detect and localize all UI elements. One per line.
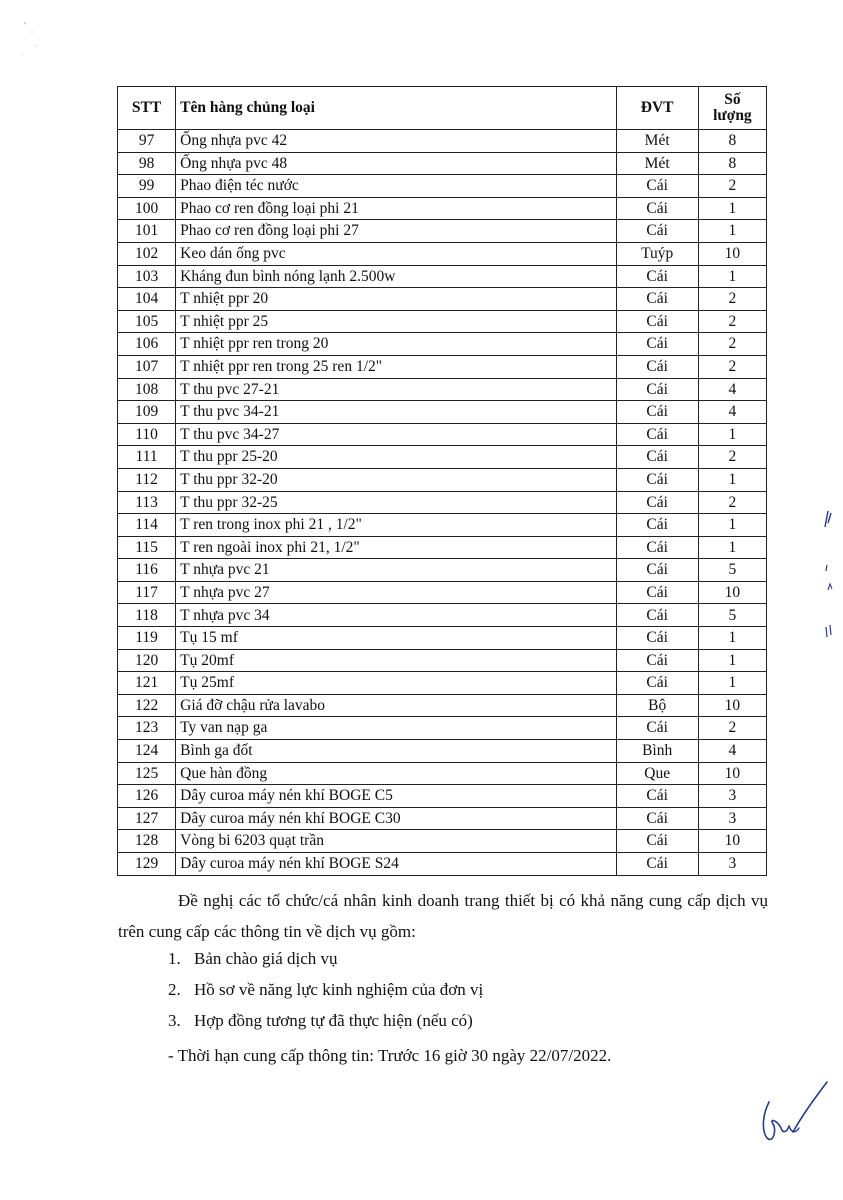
cell-stt: 122 xyxy=(118,694,176,717)
cell-stt: 127 xyxy=(118,807,176,830)
list-item-number: 1. xyxy=(168,949,181,968)
cell-name: T nhựa pvc 21 xyxy=(176,559,616,582)
cell-stt: 116 xyxy=(118,559,176,582)
cell-unit: Cái xyxy=(616,401,698,424)
cell-qty: 5 xyxy=(698,604,766,627)
header-qty xyxy=(698,87,766,130)
cell-name: Phao điện téc nước xyxy=(176,175,616,198)
table-row xyxy=(118,514,767,537)
list-item-text: Bản chào giá dịch vụ xyxy=(194,949,338,968)
table-row xyxy=(118,220,767,243)
cell-stt: 108 xyxy=(118,378,176,401)
cell-name: T nhiệt ppr 20 xyxy=(176,288,616,311)
cell-stt: 109 xyxy=(118,401,176,424)
cell-unit: Cái xyxy=(616,265,698,288)
cell-unit: Cái xyxy=(616,220,698,243)
table-row xyxy=(118,468,767,491)
cell-name: Bình ga đốt xyxy=(176,740,616,763)
table-row xyxy=(118,491,767,514)
list-item-number: 2. xyxy=(168,980,181,999)
table-row xyxy=(118,401,767,424)
cell-unit: Bình xyxy=(616,740,698,763)
cell-stt: 123 xyxy=(118,717,176,740)
margin-pen-mark xyxy=(818,505,840,645)
cell-name: Ống nhựa pvc 48 xyxy=(176,152,616,175)
cell-stt: 117 xyxy=(118,581,176,604)
cell-qty: 1 xyxy=(698,627,766,650)
cell-qty: 3 xyxy=(698,853,766,876)
cell-unit: Cái xyxy=(616,310,698,333)
list-item xyxy=(168,1005,818,1036)
cell-unit: Cái xyxy=(616,536,698,559)
table-row xyxy=(118,242,767,265)
cell-qty: 10 xyxy=(698,694,766,717)
cell-stt: 102 xyxy=(118,242,176,265)
cell-qty: 2 xyxy=(698,717,766,740)
cell-stt: 106 xyxy=(118,333,176,356)
cell-unit: Cái xyxy=(616,807,698,830)
cell-qty: 2 xyxy=(698,288,766,311)
table-row xyxy=(118,197,767,220)
table-row xyxy=(118,446,767,469)
cell-qty: 4 xyxy=(698,378,766,401)
cell-unit: Cái xyxy=(616,175,698,198)
cell-stt: 105 xyxy=(118,310,176,333)
header-unit: ĐVT xyxy=(616,87,698,130)
cell-name: T thu pvc 27-21 xyxy=(176,378,616,401)
cell-unit: Cái xyxy=(616,288,698,311)
cell-unit: Cái xyxy=(616,717,698,740)
table-row xyxy=(118,378,767,401)
cell-stt: 115 xyxy=(118,536,176,559)
cell-unit: Cái xyxy=(616,649,698,672)
cell-qty: 8 xyxy=(698,130,766,153)
cell-stt: 129 xyxy=(118,853,176,876)
cell-stt: 97 xyxy=(118,130,176,153)
cell-name: Keo dán ống pvc xyxy=(176,242,616,265)
items-table xyxy=(117,86,767,876)
cell-stt: 118 xyxy=(118,604,176,627)
cell-unit: Cái xyxy=(616,581,698,604)
cell-unit: Cái xyxy=(616,604,698,627)
cell-stt: 119 xyxy=(118,627,176,650)
cell-name: Ống nhựa pvc 42 xyxy=(176,130,616,153)
cell-qty: 10 xyxy=(698,581,766,604)
cell-qty: 4 xyxy=(698,740,766,763)
cell-name: T ren trong inox phi 21 , 1/2" xyxy=(176,514,616,537)
list-item xyxy=(168,974,818,1005)
table-row xyxy=(118,175,767,198)
request-paragraph: Đề nghị các tổ chức/cá nhân kinh doanh trang thiết bị có khả năng cung cấp dịch vụ trên cung cấp các thông tin về dịch vụ gồm: xyxy=(118,891,768,941)
cell-qty: 1 xyxy=(698,423,766,446)
cell-name: Phao cơ ren đồng loại phi 21 xyxy=(176,197,616,220)
cell-qty: 1 xyxy=(698,649,766,672)
cell-name: T nhiệt ppr ren trong 25 ren 1/2" xyxy=(176,355,616,378)
cell-name: T thu ppr 32-20 xyxy=(176,468,616,491)
cell-unit: Cái xyxy=(616,672,698,695)
cell-name: Tụ 20mf xyxy=(176,649,616,672)
cell-unit: Bộ xyxy=(616,694,698,717)
cell-name: Vòng bi 6203 quạt trần xyxy=(176,830,616,853)
cell-unit: Cái xyxy=(616,378,698,401)
cell-unit: Cái xyxy=(616,333,698,356)
cell-name: T nhiệt ppr 25 xyxy=(176,310,616,333)
cell-unit: Cái xyxy=(616,559,698,582)
cell-unit: Cái xyxy=(616,514,698,537)
table-row xyxy=(118,152,767,175)
cell-name: Que hàn đồng xyxy=(176,762,616,785)
cell-stt: 125 xyxy=(118,762,176,785)
cell-unit: Cái xyxy=(616,423,698,446)
list-item xyxy=(168,943,818,974)
cell-name: T nhựa pvc 34 xyxy=(176,604,616,627)
cell-stt: 100 xyxy=(118,197,176,220)
cell-qty: 4 xyxy=(698,401,766,424)
table-row xyxy=(118,740,767,763)
cell-stt: 124 xyxy=(118,740,176,763)
cell-name: Tụ 15 mf xyxy=(176,627,616,650)
cell-stt: 107 xyxy=(118,355,176,378)
requirements-list xyxy=(168,943,818,1036)
table-row xyxy=(118,265,767,288)
cell-unit: Cái xyxy=(616,627,698,650)
cell-qty: 5 xyxy=(698,559,766,582)
cell-stt: 99 xyxy=(118,175,176,198)
cell-unit: Cái xyxy=(616,355,698,378)
cell-stt: 104 xyxy=(118,288,176,311)
cell-qty: 3 xyxy=(698,785,766,808)
table-row xyxy=(118,355,767,378)
cell-stt: 110 xyxy=(118,423,176,446)
cell-qty: 10 xyxy=(698,242,766,265)
table-row xyxy=(118,310,767,333)
cell-name: T nhiệt ppr ren trong 20 xyxy=(176,333,616,356)
list-item-text: Hồ sơ về năng lực kinh nghiệm của đơn vị xyxy=(194,980,484,999)
cell-stt: 114 xyxy=(118,514,176,537)
cell-qty: 2 xyxy=(698,175,766,198)
cell-name: Kháng đun bình nóng lạnh 2.500w xyxy=(176,265,616,288)
cell-unit: Cái xyxy=(616,197,698,220)
cell-qty: 2 xyxy=(698,491,766,514)
cell-unit: Cái xyxy=(616,785,698,808)
table-row xyxy=(118,694,767,717)
cell-name: Dây curoa máy nén khí BOGE S24 xyxy=(176,853,616,876)
table-row xyxy=(118,559,767,582)
cell-qty: 2 xyxy=(698,310,766,333)
cell-unit: Mét xyxy=(616,130,698,153)
cell-name: Dây curoa máy nén khí BOGE C30 xyxy=(176,807,616,830)
scan-speck-mark xyxy=(20,20,60,70)
cell-qty: 2 xyxy=(698,355,766,378)
header-stt: STT xyxy=(118,87,176,130)
cell-unit: Cái xyxy=(616,491,698,514)
table-row xyxy=(118,581,767,604)
cell-qty: 1 xyxy=(698,265,766,288)
table-row xyxy=(118,785,767,808)
cell-stt: 112 xyxy=(118,468,176,491)
cell-qty: 8 xyxy=(698,152,766,175)
cell-unit: Cái xyxy=(616,830,698,853)
table-row xyxy=(118,807,767,830)
cell-qty: 10 xyxy=(698,830,766,853)
header-qty-line1: Số xyxy=(724,90,741,108)
table-row xyxy=(118,627,767,650)
cell-name: Dây curoa máy nén khí BOGE C5 xyxy=(176,785,616,808)
cell-stt: 98 xyxy=(118,152,176,175)
cell-stt: 120 xyxy=(118,649,176,672)
table-row xyxy=(118,717,767,740)
cell-unit: Que xyxy=(616,762,698,785)
cell-stt: 111 xyxy=(118,446,176,469)
cell-stt: 113 xyxy=(118,491,176,514)
table-row xyxy=(118,333,767,356)
list-item-number: 3. xyxy=(168,1011,181,1030)
cell-name: T thu ppr 25-20 xyxy=(176,446,616,469)
cell-name: T thu ppr 32-25 xyxy=(176,491,616,514)
cell-unit: Mét xyxy=(616,152,698,175)
cell-qty: 1 xyxy=(698,514,766,537)
table-row xyxy=(118,604,767,627)
table-row xyxy=(118,536,767,559)
table-row xyxy=(118,762,767,785)
table-row xyxy=(118,672,767,695)
cell-unit: Cái xyxy=(616,468,698,491)
header-name: Tên hàng chủng loại xyxy=(176,87,616,130)
table-row xyxy=(118,830,767,853)
cell-unit: Cái xyxy=(616,446,698,469)
header-qty-line2: lượng xyxy=(713,107,752,124)
cell-qty: 2 xyxy=(698,446,766,469)
cell-unit: Tuýp xyxy=(616,242,698,265)
cell-name: T thu pvc 34-27 xyxy=(176,423,616,446)
list-item-text: Hợp đồng tương tự đã thực hiện (nếu có) xyxy=(194,1011,473,1030)
table-row xyxy=(118,130,767,153)
table-row xyxy=(118,853,767,876)
cell-name: Phao cơ ren đồng loại phi 27 xyxy=(176,220,616,243)
table-row xyxy=(118,649,767,672)
table-header-row xyxy=(118,87,767,130)
cell-qty: 3 xyxy=(698,807,766,830)
cell-qty: 1 xyxy=(698,197,766,220)
cell-qty: 10 xyxy=(698,762,766,785)
cell-name: T nhựa pvc 27 xyxy=(176,581,616,604)
cell-name: Tụ 25mf xyxy=(176,672,616,695)
cell-qty: 1 xyxy=(698,672,766,695)
cell-name: T ren ngoài inox phi 21, 1/2" xyxy=(176,536,616,559)
deadline-text: - Thời hạn cung cấp thông tin: Trước 16 giờ 30 ngày 22/07/2022. xyxy=(168,1046,612,1065)
cell-qty: 1 xyxy=(698,220,766,243)
cell-stt: 128 xyxy=(118,830,176,853)
cell-stt: 121 xyxy=(118,672,176,695)
signature-initials xyxy=(755,1080,835,1160)
cell-stt: 101 xyxy=(118,220,176,243)
table-row xyxy=(118,423,767,446)
cell-stt: 126 xyxy=(118,785,176,808)
cell-qty: 2 xyxy=(698,333,766,356)
cell-unit: Cái xyxy=(616,853,698,876)
cell-stt: 103 xyxy=(118,265,176,288)
cell-qty: 1 xyxy=(698,468,766,491)
cell-name: T thu pvc 34-21 xyxy=(176,401,616,424)
cell-qty: 1 xyxy=(698,536,766,559)
cell-name: Ty van nạp ga xyxy=(176,717,616,740)
cell-name: Giá đỡ chậu rửa lavabo xyxy=(176,694,616,717)
table-row xyxy=(118,288,767,311)
